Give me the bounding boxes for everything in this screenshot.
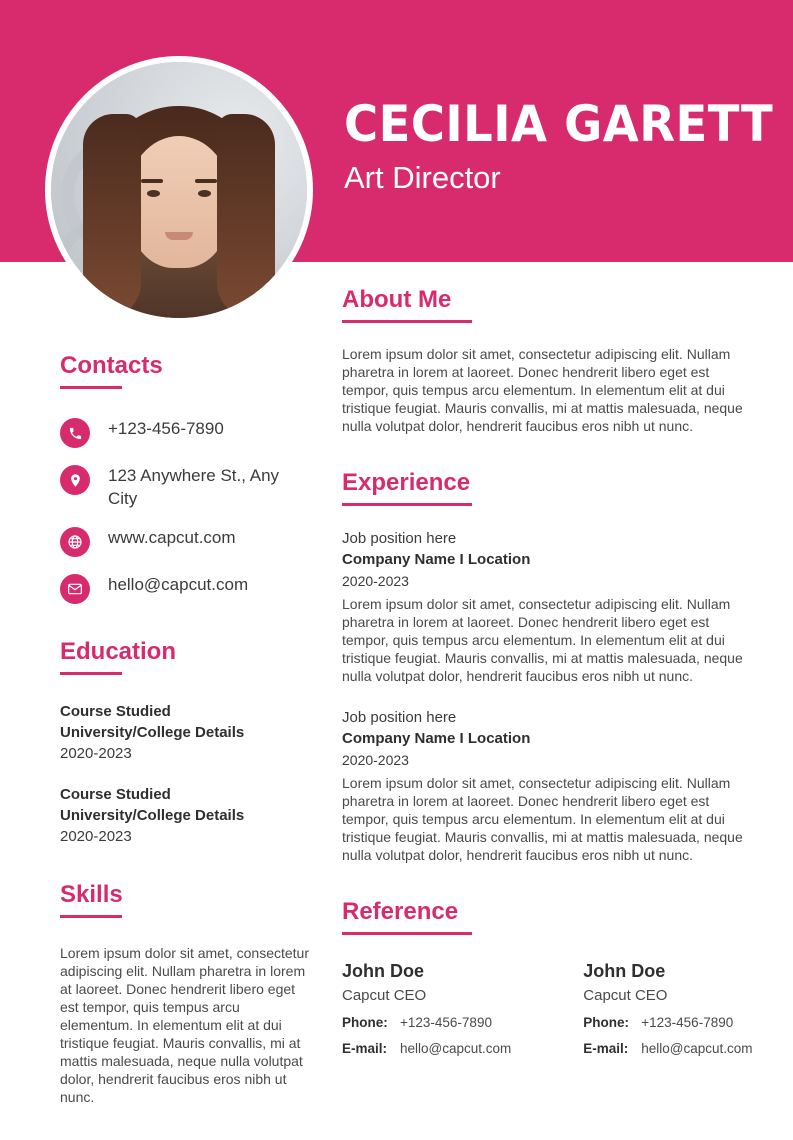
education-school: University/College Details bbox=[60, 807, 245, 824]
reference-email-label: E-mail: bbox=[583, 1041, 629, 1056]
reference-phone-label: Phone: bbox=[583, 1015, 630, 1030]
portrait-hair-left bbox=[83, 114, 141, 318]
contacts-section bbox=[60, 352, 310, 604]
portrait-mouth bbox=[165, 232, 193, 240]
reference-list bbox=[342, 959, 752, 1059]
skills-section bbox=[60, 881, 310, 1106]
reference-name: John Doe bbox=[583, 961, 666, 981]
list-item[interactable] bbox=[60, 526, 310, 557]
reference-email-value: hello@capcut.com bbox=[400, 1041, 512, 1056]
skills-body: Lorem ipsum dolor sit amet, consectetur adipiscing elit. Nullam pharetra in lorem at laoreet. Donec hendrerit libero eget est tempor, quis tempus arcu elementum. In elementum elit at dui tristique feugiat. Mauris convallis, mi at mattis malesuada, neque nulla volutpat dolor, hendrerit faucibus eros nibh ut nunc. bbox=[60, 945, 309, 1105]
experience-dates: 2020-2023 bbox=[342, 752, 409, 768]
reference-phone-label: Phone: bbox=[342, 1015, 388, 1030]
about-section bbox=[342, 286, 752, 435]
list-item[interactable] bbox=[60, 417, 310, 448]
reference-name: John Doe bbox=[342, 961, 425, 981]
education-school: University/College Details bbox=[60, 724, 245, 741]
reference-heading: Reference bbox=[342, 898, 459, 925]
reference-email-row bbox=[583, 1039, 752, 1059]
list-item bbox=[342, 528, 752, 685]
list-item bbox=[583, 959, 752, 1059]
reference-title: Capcut CEO bbox=[583, 987, 668, 1004]
reference-section bbox=[342, 898, 752, 1059]
reference-phone-value: +123-456-7890 bbox=[400, 1015, 492, 1030]
education-heading-rule bbox=[60, 672, 122, 675]
contacts-heading-rule bbox=[60, 386, 122, 389]
reference-email-row bbox=[342, 1039, 511, 1059]
contacts-list bbox=[60, 417, 310, 604]
education-course: Course Studied bbox=[60, 786, 171, 803]
avatar bbox=[45, 56, 313, 324]
experience-position: Job position here bbox=[342, 530, 457, 547]
contact-phone-value: +123-456-7890 bbox=[108, 419, 224, 438]
portrait-brow-right bbox=[195, 179, 217, 183]
reference-heading-rule bbox=[342, 932, 472, 935]
about-heading-rule bbox=[342, 320, 472, 323]
list-item bbox=[342, 707, 752, 864]
education-section bbox=[60, 638, 310, 847]
skills-heading: Skills bbox=[60, 881, 123, 908]
name-block bbox=[344, 95, 774, 196]
experience-dates: 2020-2023 bbox=[342, 573, 409, 589]
experience-position: Job position here bbox=[342, 709, 457, 726]
about-body: Lorem ipsum dolor sit amet, consectetur adipiscing elit. Nullam pharetra in lorem at laoreet. Donec hendrerit libero eget est tempor, quis tempus arcu elementum. In elementum elit at dui tristique feugiat. Mauris convallis, mi at mattis malesuada, neque nulla volutpat dolor, hendrerit faucibus eros nibh ut nunc. bbox=[342, 346, 743, 434]
list-item bbox=[60, 784, 310, 847]
portrait-hair-right bbox=[217, 114, 275, 318]
reference-phone-value: +123-456-7890 bbox=[641, 1015, 734, 1030]
education-list bbox=[60, 701, 310, 847]
reference-phone-row bbox=[342, 1013, 511, 1033]
contacts-heading: Contacts bbox=[60, 352, 163, 379]
page-title: CECILIA GARETT bbox=[344, 95, 774, 153]
list-item bbox=[60, 701, 310, 764]
globe-icon bbox=[60, 527, 90, 557]
envelope-icon bbox=[60, 574, 90, 604]
contact-website-value: www.capcut.com bbox=[108, 528, 236, 547]
phone-icon bbox=[60, 418, 90, 448]
portrait-face bbox=[127, 136, 231, 268]
education-heading: Education bbox=[60, 638, 177, 665]
portrait-eye-right bbox=[198, 190, 211, 197]
right-column bbox=[342, 286, 752, 1093]
job-title: Art Director bbox=[344, 160, 501, 195]
reference-phone-row bbox=[583, 1013, 752, 1033]
list-item[interactable] bbox=[60, 573, 310, 604]
experience-company: Company Name I Location bbox=[342, 551, 531, 568]
location-pin-icon bbox=[60, 465, 90, 495]
experience-description: Lorem ipsum dolor sit amet, consectetur adipiscing elit. Nullam pharetra in lorem at laoreet. Donec hendrerit libero eget est tempor, quis tempus arcu elementum. In elementum elit at dui tristique feugiat. Mauris convallis, mi at mattis malesuada, neque nulla volutpat dolor, hendrerit faucibus eros nibh ut nunc. bbox=[342, 775, 743, 863]
contact-email-value: hello@capcut.com bbox=[108, 575, 249, 594]
experience-heading: Experience bbox=[342, 469, 471, 496]
list-item bbox=[342, 959, 511, 1059]
list-item[interactable] bbox=[60, 464, 310, 510]
experience-section bbox=[342, 469, 752, 864]
experience-company: Company Name I Location bbox=[342, 730, 531, 747]
experience-heading-rule bbox=[342, 503, 472, 506]
portrait-brow-left bbox=[141, 179, 163, 183]
reference-email-label: E-mail: bbox=[342, 1041, 388, 1056]
skills-heading-rule bbox=[60, 915, 122, 918]
portrait-eye-left bbox=[147, 190, 160, 197]
left-column bbox=[60, 352, 310, 1140]
education-dates: 2020-2023 bbox=[60, 745, 132, 762]
reference-title: Capcut CEO bbox=[342, 987, 427, 1004]
reference-email-value: hello@capcut.com bbox=[641, 1041, 753, 1056]
about-heading: About Me bbox=[342, 286, 452, 313]
education-dates: 2020-2023 bbox=[60, 828, 132, 845]
education-course: Course Studied bbox=[60, 703, 171, 720]
experience-description: Lorem ipsum dolor sit amet, consectetur adipiscing elit. Nullam pharetra in lorem at laoreet. Donec hendrerit libero eget est tempor, quis tempus arcu elementum. In elementum elit at dui tristique feugiat. Mauris convallis, mi at mattis malesuada, neque nulla volutpat dolor, hendrerit faucibus eros nibh ut nunc. bbox=[342, 596, 743, 684]
contact-address-value: 123 Anywhere St., Any City bbox=[108, 466, 280, 508]
